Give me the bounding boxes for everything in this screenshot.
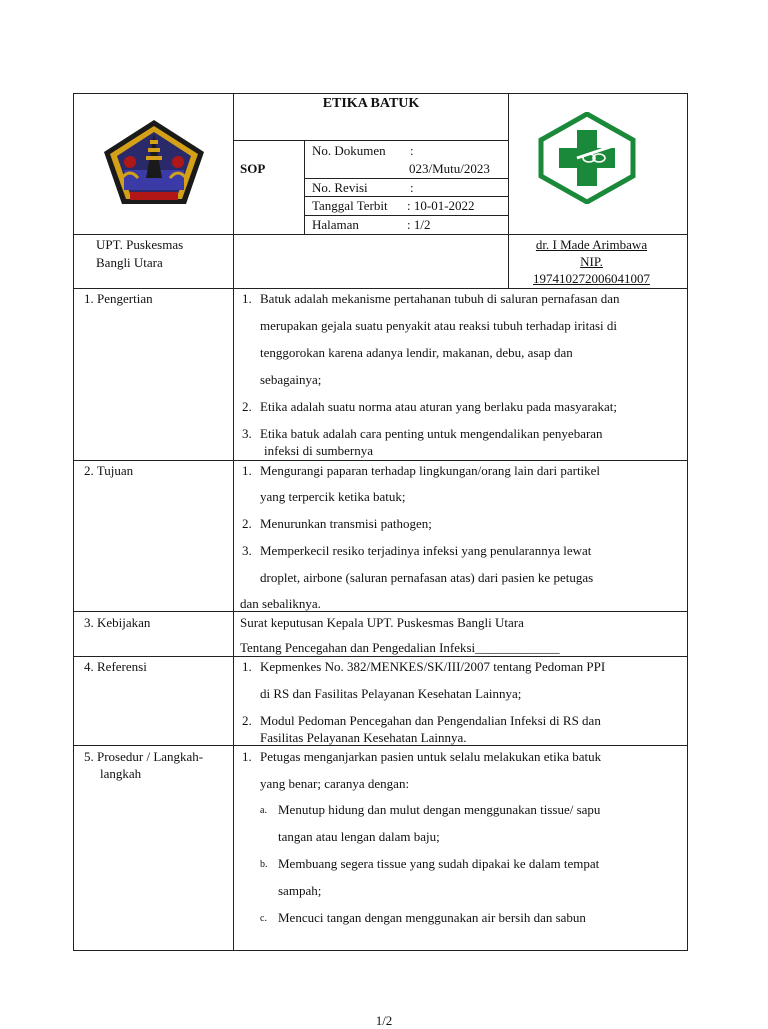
list-item-line: sebagainya; [260,372,322,387]
list-item-number: 3. [242,426,252,441]
list-item-number: 3. [242,543,252,558]
list-item-number: 2. [242,516,252,531]
list-item-line: Memperkecil resiko terjadinya infeksi yang penularannya lewat [260,543,592,558]
sublist-item-letter: b. [260,859,268,870]
org-name-line1: UPT. Puskesmas [96,237,184,252]
sop-label: SOP [240,161,266,176]
list-item-line: tenggorokan karena adanya lendir, makanan, debu, asap dan [260,345,573,360]
list-item-line: Petugas menganjarkan pasien untuk selalu melakukan etika batuk [260,749,602,764]
list-item-line: infeksi di sumbernya [264,443,374,458]
document-title: ETIKA BATUK [322,96,420,111]
list-item-number: 2. [242,713,252,728]
sublist-item-line: Membuang segera tissue yang sudah dipakai ke dalam tempat [278,856,600,871]
field-label-no-dokumen: No. Dokumen [312,143,386,158]
sublist-item-line: tangan atau lengan dalam baju; [278,829,440,844]
bangli-regency-logo [100,118,208,208]
section-label-prosedur: 5. Prosedur / Langkah- [84,749,204,764]
org-name-line2: Bangli Utara [96,255,163,270]
list-item-line: di RS dan Fasilitas Pelayanan Kesehatan Lainnya; [260,686,522,701]
field-value-halaman: : 1/2 [407,217,431,232]
list-item-number: 1. [242,463,252,478]
section-label-kebijakan: 3. Kebijakan [84,615,151,630]
list-item-line: Mengurangi paparan terhadap lingkungan/orang lain dari partikel [260,463,601,478]
list-item-line: merupakan gejala suatu penyakit atau reaksi tubuh terhadap iritasi di [260,318,618,333]
list-item-number: 1. [242,749,252,764]
list-item-line: Modul Pedoman Pencegahan dan Pengendalian Infeksi di RS dan [260,713,601,728]
sublist-item-line: sampah; [278,883,322,898]
field-value-no-revisi: : [410,180,414,195]
kebijakan-line: Surat keputusan Kepala UPT. Puskesmas Bangli Utara [240,615,524,630]
green-cross-icon [537,112,637,204]
list-item-number: 1. [242,291,252,306]
sublist-item-line: Mencuci tangan dengan menggunakan air bersih dan sabun [278,910,586,925]
list-item-number: 2. [242,399,252,414]
crest-icon [100,118,208,208]
list-item-line: yang terpercik ketika batuk; [260,489,406,504]
list-item-line: Fasilitas Pelayanan Kesehatan Lainnya. [260,730,467,745]
list-item-line: yang benar; caranya dengan: [260,776,410,791]
sublist-item-letter: a. [260,805,267,816]
field-label-halaman: Halaman [312,217,359,232]
list-item-line: Etika adalah suatu norma atau aturan yang berlaku pada masyarakat; [260,399,617,414]
signatory-nip-label: NIP. [580,254,603,269]
field-value-no-dokumen: : [410,143,414,158]
list-item-line: Batuk adalah mekanisme pertahanan tubuh di saluran pernafasan dan [260,291,620,306]
list-item-line: Etika batuk adalah cara penting untuk mengendalikan penyebaran [260,426,603,441]
signatory-name: dr. I Made Arimbawa [535,237,648,252]
list-item-number: 1. [242,659,252,674]
section-label-pengertian: 1. Pengertian [84,291,153,306]
field-value-tanggal-terbit: : 10-01-2022 [407,198,475,213]
field-label-no-revisi: No. Revisi [312,180,368,195]
section-label-referensi: 4. Referensi [84,659,147,674]
page-number: 1/2 [375,1013,393,1028]
section-label-tujuan: 2. Tujuan [84,463,134,478]
list-item-line: droplet, airbone (saluran pernafasan atas) dari pasien ke petugas [260,570,594,585]
sublist-item-line: Menutup hidung dan mulut dengan menggunakan tissue/ sapu [278,802,601,817]
kebijakan-line: Tentang Pencegahan dan Pengedalian Infeksi_____________ [240,640,560,655]
signatory-nip: 197410272006041007 [533,271,650,286]
puskesmas-logo [537,112,637,204]
list-item-line: Kepmenkes No. 382/MENKES/SK/III/2007 tentang Pedoman PPI [260,659,606,674]
field-value-no-dokumen-number: 023/Mutu/2023 [409,161,490,176]
sublist-item-letter: c. [260,913,267,924]
list-item-line: dan sebaliknya. [240,596,321,611]
field-label-tanggal-terbit: Tanggal Terbit [312,198,388,213]
list-item-line: Menurunkan transmisi pathogen; [260,516,432,531]
section-label-prosedur-cont: langkah [100,766,142,781]
